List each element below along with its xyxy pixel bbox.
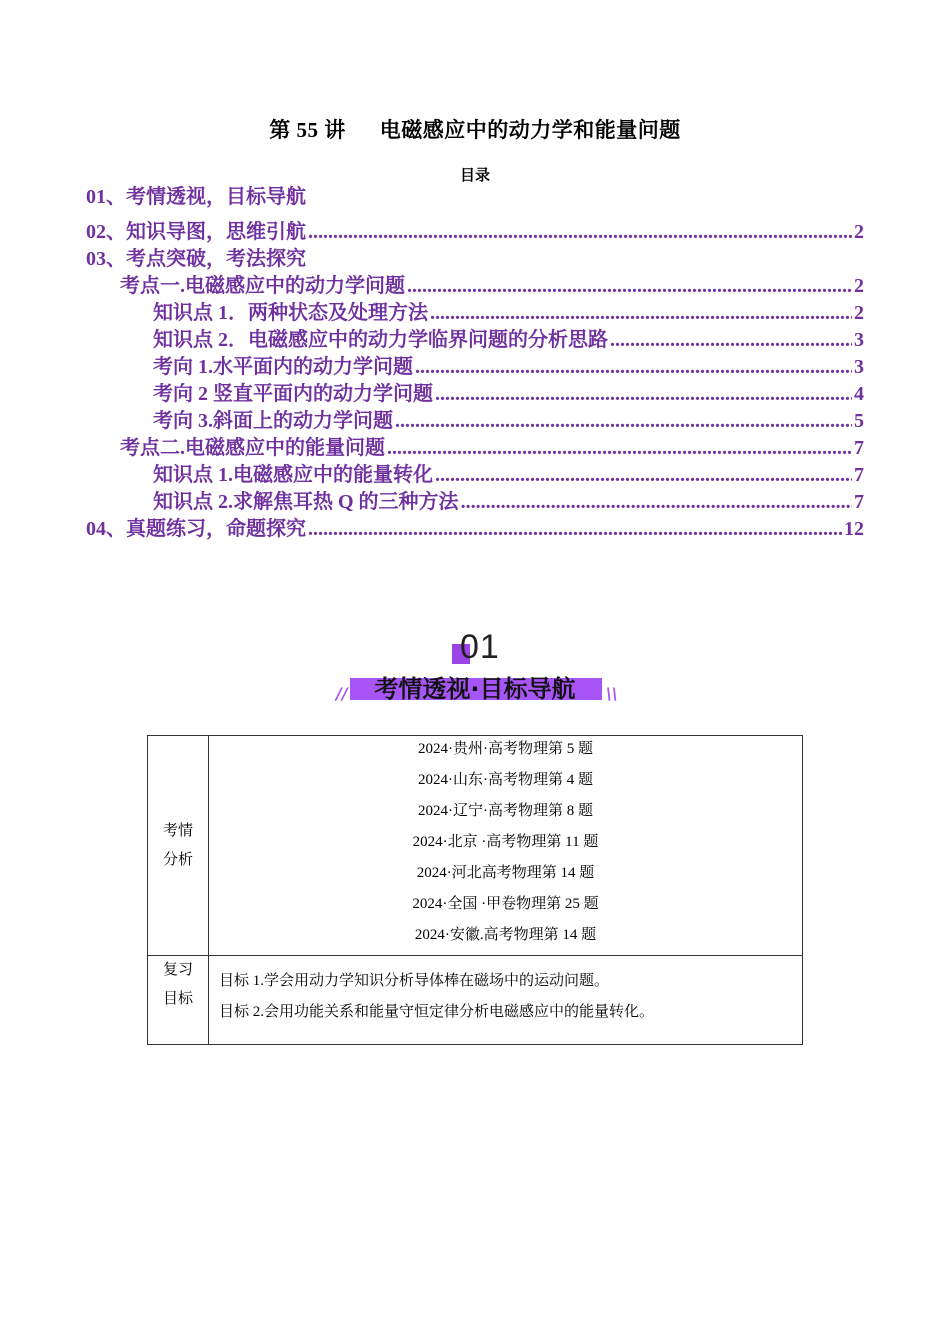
toc-entry-text: 考向 1.水平面内的动力学问题: [153, 356, 413, 378]
toc-entry[interactable]: [86, 184, 326, 211]
exam-reference: 2024·北京 ·高考物理第 11 题: [412, 834, 599, 850]
exam-list-cell: [209, 736, 803, 956]
exam-reference: 2024·山东·高考物理第 4 题: [418, 772, 593, 788]
goals-label-cell: [148, 956, 209, 1045]
toc-entry-text: 知识点 1．两种状态及处理方法: [153, 302, 428, 324]
toc-entry-page: 7: [854, 491, 864, 513]
toc-entry-page: 2: [854, 275, 864, 297]
toc-entry-page: 2: [854, 302, 864, 324]
toc-entry[interactable]: [86, 516, 864, 543]
toc-entry-page: 7: [854, 437, 864, 459]
goals-label-line: 目标: [162, 991, 193, 1007]
toc-entry-text: 知识点 1.电磁感应中的能量转化: [153, 464, 433, 486]
banner-slash-left-icon: //: [336, 684, 348, 703]
toc-entry[interactable]: [86, 273, 864, 300]
analysis-label-cell: [148, 736, 209, 956]
toc-entry[interactable]: [86, 462, 864, 489]
toc-entry-text: 考点二.电磁感应中的能量问题: [120, 437, 385, 459]
toc-entry[interactable]: [86, 381, 864, 408]
exam-reference: 2024·安徽.高考物理第 14 题: [414, 927, 597, 943]
toc-entry-page: 7: [854, 464, 864, 486]
toc-entry[interactable]: [86, 435, 864, 462]
toc-entry-text: 04、真题练习，命题探究: [86, 518, 306, 540]
toc-entry[interactable]: [86, 327, 864, 354]
toc-entry-text: 02、知识导图，思维引航: [86, 221, 306, 243]
section-number: 01: [460, 628, 500, 666]
analysis-label-line: 考情: [162, 822, 193, 839]
toc-entry-text: 考向 2 竖直平面内的动力学问题: [153, 383, 433, 405]
lecture-number: 第 55 讲: [269, 118, 346, 142]
review-goal: 目标 2.会用功能关系和能量守恒定律分析电磁感应中的能量转化。: [219, 1004, 655, 1020]
lecture-title: 电磁感应中的动力学和能量问题: [379, 118, 681, 142]
goals-label-line: 复习: [162, 962, 193, 978]
toc-entry[interactable]: [86, 246, 864, 273]
exam-reference: 2024·河北高考物理第 14 题: [416, 865, 595, 881]
toc-entry[interactable]: [86, 408, 864, 435]
exam-reference: 2024·辽宁·高考物理第 8 题: [418, 803, 593, 819]
toc-entry-page: 4: [854, 383, 864, 405]
toc-entry[interactable]: [86, 354, 864, 381]
toc-entry[interactable]: [86, 489, 864, 516]
toc-entry-page: 5: [854, 410, 864, 432]
document-title: [0, 114, 950, 144]
toc-entry-page: 3: [854, 356, 864, 378]
exam-info-table: [147, 735, 803, 1045]
exam-reference: 2024·贵州·高考物理第 5 题: [418, 741, 593, 757]
goals-cell: [209, 956, 803, 1045]
toc-entry-text: 考点一.电磁感应中的动力学问题: [120, 275, 405, 297]
analysis-label-line: 分析: [162, 851, 193, 868]
section-label: 考情透视·目标导航: [374, 675, 576, 703]
toc-heading: 目录: [459, 168, 490, 184]
toc-entry-text: 知识点 2.求解焦耳热 Q 的三种方法: [153, 491, 459, 513]
toc-entry[interactable]: [86, 300, 864, 327]
toc-entry-text: 考向 3.斜面上的动力学问题: [153, 410, 393, 432]
toc-entry-text: 01、考情透视，目标导航: [86, 186, 306, 208]
toc-entry[interactable]: [86, 219, 864, 246]
exam-reference: 2024·全国 ·甲卷物理第 25 题: [412, 896, 599, 912]
banner-slash-right-icon: \\: [606, 684, 618, 703]
toc-entry-page: 3: [854, 329, 864, 351]
toc-entry-page: 2: [854, 221, 864, 243]
section-banner: [330, 628, 620, 708]
review-goal: 目标 1.学会用动力学知识分析导体棒在磁场中的运动问题。: [219, 973, 610, 989]
table-of-contents: [86, 184, 864, 543]
toc-entry-text: 知识点 2．电磁感应中的动力学临界问题的分析思路: [153, 329, 608, 351]
toc-entry-page: 12: [844, 518, 864, 540]
toc-entry-text: 03、考点突破，考法探究: [86, 248, 306, 270]
